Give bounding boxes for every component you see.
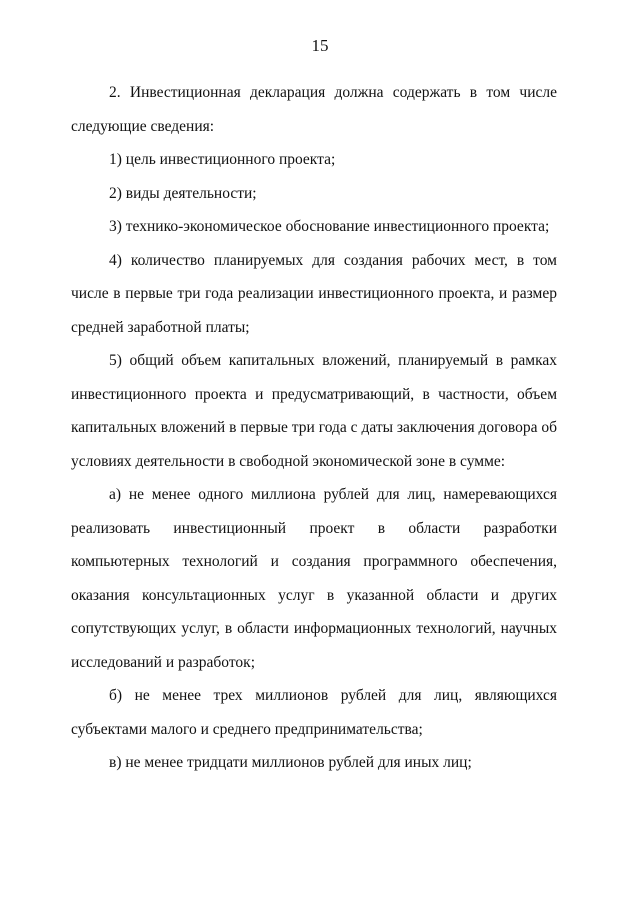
subitem-b-three-million: б) не менее трех миллионов рублей для лиц, являющихся субъектами малого и среднего предпринимательства;	[71, 687, 557, 738]
subitem-v-thirty-million: в) не менее тридцати миллионов рублей для иных лиц;	[109, 754, 472, 771]
list-item-capital-investment: 5) общий объем капитальных вложений, планируемый в рамках инвестиционного проекта и предусматривающий, в частности, объем капитальных вложений в первые три года с даты заключения договора об условиях деятельности в свободной экономической зоне в сумме:	[71, 352, 557, 470]
paragraph-investment-declaration: 2. Инвестиционная декларация должна содержать в том числе следующие сведения:	[71, 84, 557, 135]
document-body	[71, 76, 557, 780]
list-item-feasibility-study: 3) технико-экономическое обоснование инвестиционного проекта;	[109, 218, 550, 235]
subitem-a-one-million: а) не менее одного миллиона рублей для лиц, намеревающихся реализовать инвестиционный проект в области разработки компьютерных технологий и создания программного обеспечения, оказания консультационных услуг в указанной области и других сопутствующих услуг, в области информационных технологий, научных исследований и разработок;	[71, 486, 557, 671]
list-item-project-goal: 1) цель инвестиционного проекта;	[109, 151, 336, 168]
list-item-workplaces: 4) количество планируемых для создания рабочих мест, в том числе в первые три года реализации инвестиционного проекта, и размер средней заработной платы;	[71, 251, 557, 336]
page-number: 15	[311, 36, 329, 55]
list-item-activity-types: 2) виды деятельности;	[109, 184, 257, 202]
